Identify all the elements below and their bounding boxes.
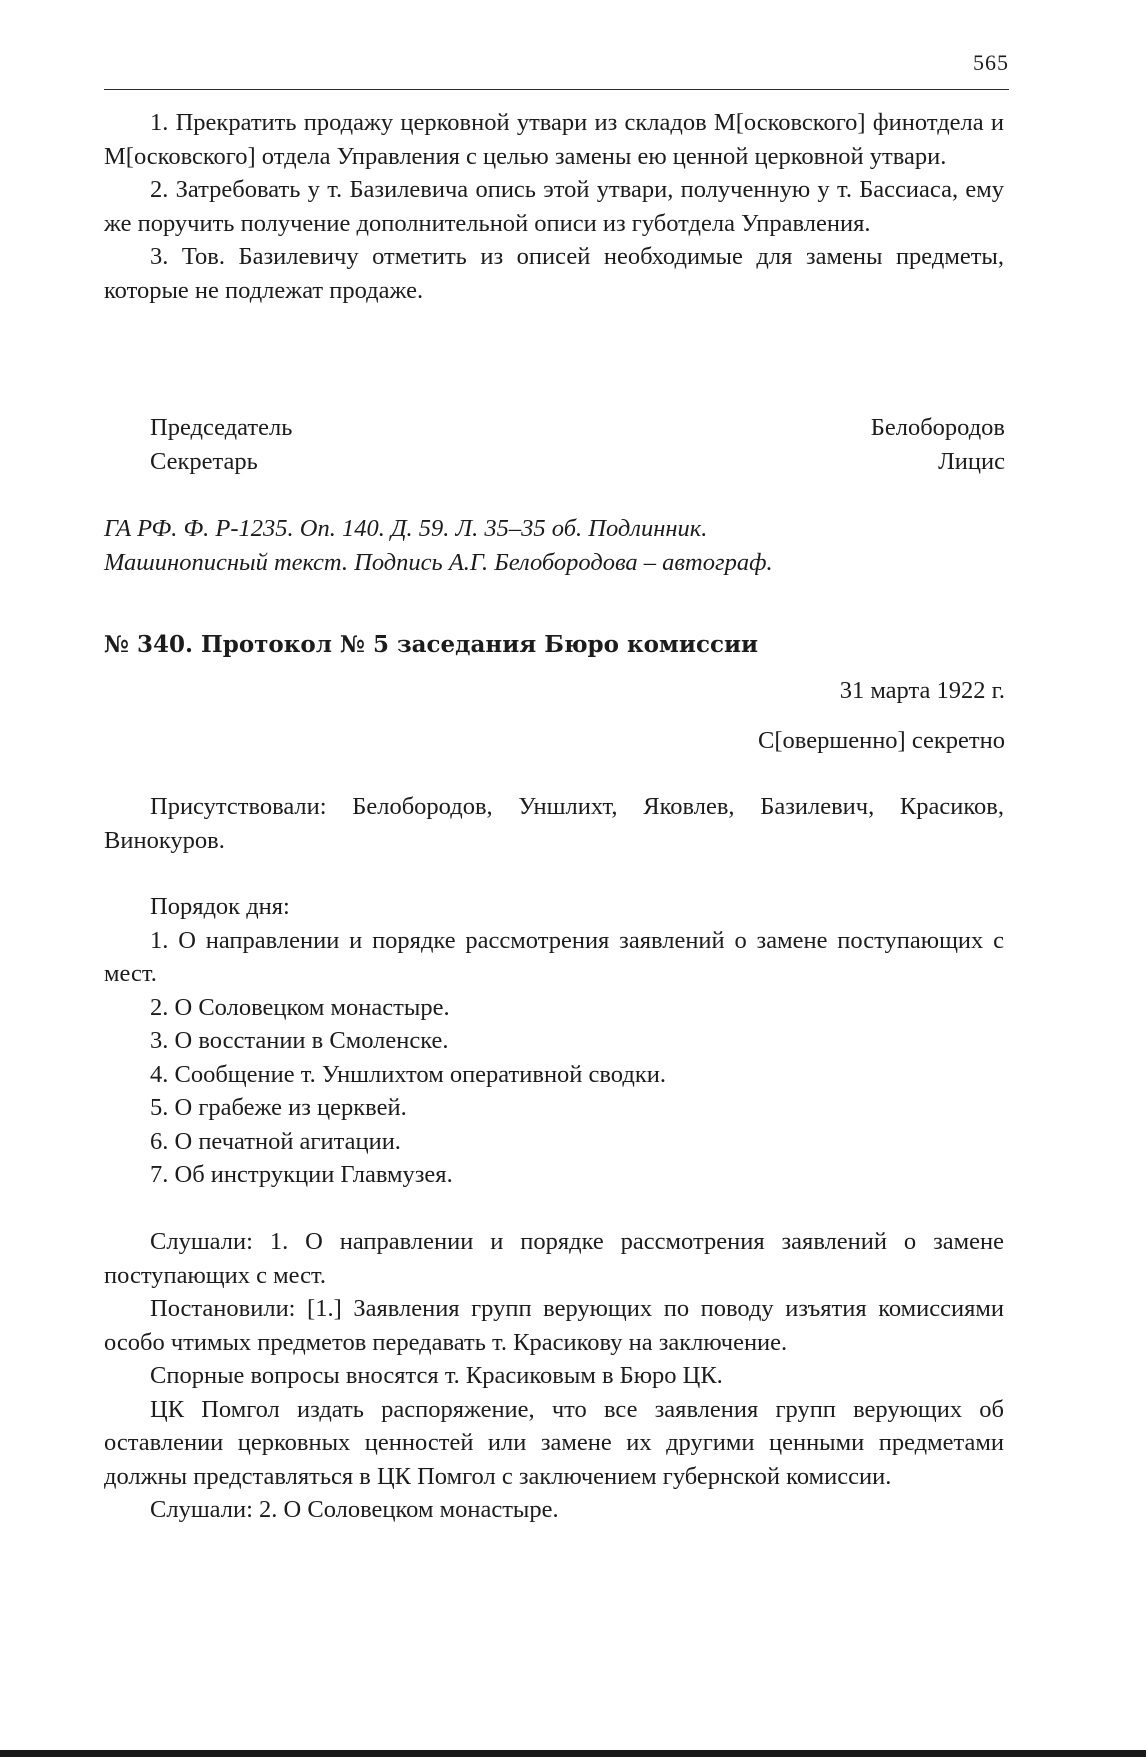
signature-name: Белобородов xyxy=(870,414,1005,441)
signature-name: Лицис xyxy=(938,448,1005,475)
resolution-paragraph: 1. Прекратить продажу церковной утвари из складов М[осковского] финотдела и М[осковского] отдела Управления с целью замены ею ценной церковной утвари. xyxy=(104,109,1004,170)
archive-line: Машинописный текст. Подпись А.Г. Белобородова – автограф. xyxy=(104,548,773,576)
proceedings-paragraph: Слушали: 2. О Соловецком монастыре. xyxy=(150,1496,559,1523)
scan-edge xyxy=(0,1750,1146,1757)
signature-role: Секретарь xyxy=(150,448,258,475)
header-rule xyxy=(104,89,1009,90)
agenda-item: 5. О грабеже из церквей. xyxy=(150,1094,407,1121)
agenda-item: 3. О восстании в Смоленске. xyxy=(150,1027,449,1054)
archive-reference xyxy=(104,512,1009,579)
agenda-item: 1. О направлении и порядке рассмотрения заявлений о замене поступающих с мест. xyxy=(104,926,1004,987)
signature-row-chairman xyxy=(150,411,1005,445)
agenda xyxy=(104,890,1004,1192)
proceedings xyxy=(104,1225,1004,1527)
agenda-item: 7. Об инструкции Главмузея. xyxy=(150,1161,453,1188)
proceedings-paragraph: Постановили: [1.] Заявления групп верующих по поводу изъятия комиссиями особо чтимых предметов передавать т. Красикову на заключение. xyxy=(104,1295,1004,1356)
document-classification: С[овершенно] секретно xyxy=(758,727,1005,754)
resolution-paragraph: 3. Тов. Базилевичу отметить из описей необходимые для замены предметы, которые не подлежат продаже. xyxy=(104,243,1004,304)
archive-line: ГА РФ. Ф. Р-1235. Оп. 140. Д. 59. Л. 35–35 об. Подлинник. xyxy=(104,515,708,542)
agenda-item: 6. О печатной агитации. xyxy=(150,1127,401,1155)
signature-role: Председатель xyxy=(150,414,293,441)
proceedings-paragraph: Слушали: 1. О направлении и порядке рассмотрения заявлений о замене поступающих с мест. xyxy=(104,1228,1004,1289)
resolution-paragraph: 2. Затребовать у т. Базилевича опись этой утвари, полученную у т. Бассиаса, ему же поручить получение дополнительной описи из губотдела Управления. xyxy=(104,176,1004,237)
attendees: Присутствовали: Белобородов, Уншлихт, Яковлев, Базилевич, Красиков, Винокуров. xyxy=(104,793,1004,854)
proceedings-paragraph: ЦК Помгол издать распоряжение, что все заявления групп верующих об оставлении церковных ценностей или замене их другими ценными предметами должны представляться в ЦК Помгол с заключением губернской комиссии. xyxy=(104,1395,1004,1490)
signature-row-secretary xyxy=(150,445,1005,479)
agenda-item: 4. Сообщение т. Уншлихтом оперативной сводки. xyxy=(150,1060,666,1088)
agenda-item: 2. О Соловецком монастыре. xyxy=(150,993,450,1021)
carryover-resolutions xyxy=(104,106,1004,307)
agenda-title: Порядок дня: xyxy=(150,893,290,920)
document-date: 31 марта 1922 г. xyxy=(839,677,1005,704)
page-number: 565 xyxy=(973,50,1009,75)
document-heading: № 340. Протокол № 5 заседания Бюро комиссии xyxy=(104,631,759,658)
attendees-block xyxy=(104,790,1004,857)
proceedings-paragraph: Спорные вопросы вносятся т. Красиковым в Бюро ЦК. xyxy=(150,1362,723,1389)
